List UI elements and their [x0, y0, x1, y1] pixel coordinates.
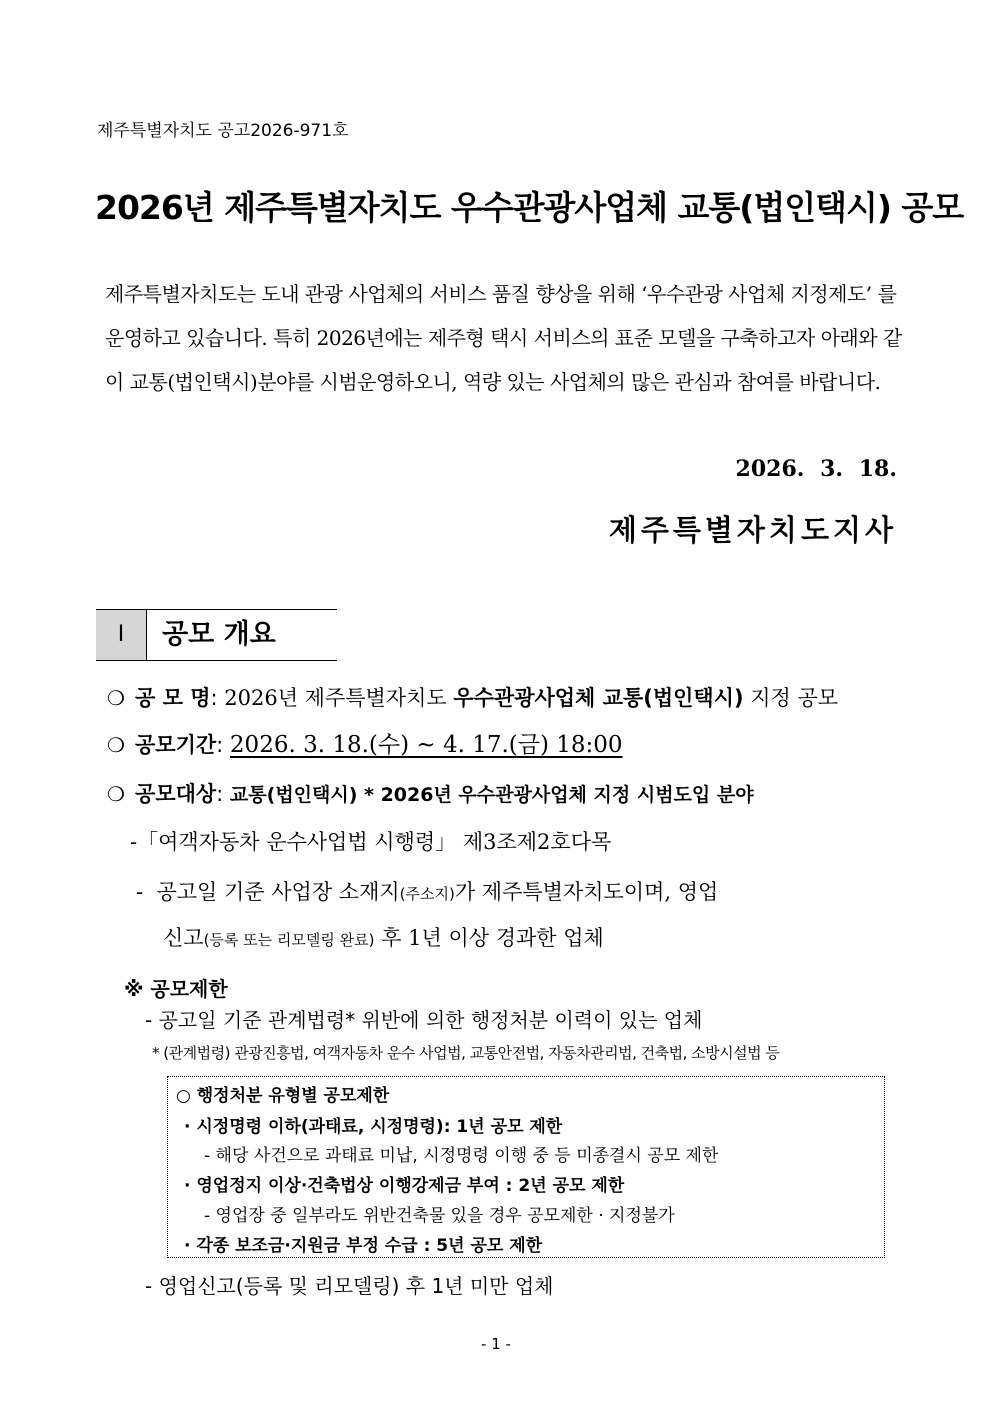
item-period: ❍ 공모기간: 2026. 3. 18.(수) ~ 4. 17.(금) 18:00 — [107, 732, 623, 758]
section-title: 공모 개요 — [162, 619, 276, 650]
bullet-icon: ❍ — [107, 686, 125, 710]
box-line: · 각종 보조금·지원금 부정 수급 : 5년 공모 제한 — [184, 1236, 543, 1256]
bullet-icon: ❍ — [107, 782, 125, 806]
section-number: Ⅰ — [96, 610, 147, 660]
box-line: - 해당 사건으로 과태료 미납, 시정명령 이행 중 등 미종결시 공모 제한 — [204, 1146, 719, 1166]
box-line: - 영업장 중 일부라도 위반건축물 있을 경우 공모제한 · 지정불가 — [204, 1206, 675, 1226]
target-sub2-line2: 신고(등록 또는 리모델링 완료) 후 1년 이상 경과한 업체 — [163, 926, 604, 950]
limit-note: * (관계법령) 관광진흥법, 여객자동차 운수 사업법, 교통안전법, 자동차관리법, 건축법, 소방시설법 등 — [152, 1044, 780, 1062]
page-number: - 1 - — [481, 1335, 511, 1353]
period-value: 2026. 3. 18.(수) ~ 4. 17.(금) 18:00 — [229, 732, 623, 758]
limit-item-2: - 영업신고(등록 및 리모델링) 후 1년 미만 업체 — [145, 1274, 554, 1298]
limit-item-1: - 공고일 기준 관계법령* 위반에 의한 행정처분 이력이 있는 업체 — [145, 1008, 703, 1032]
box-line: · 시정명령 이하(과태료, 시정명령): 1년 공모 제한 — [184, 1117, 563, 1137]
announcement-date: 2026. 3. 18. — [735, 456, 897, 482]
notice-number: 제주특별자치도 공고2026-971호 — [97, 121, 349, 141]
target-sub1: -「여객자동차 운수사업법 시행령」 제3조제2호다목 — [130, 830, 612, 854]
target-sub2-line1: - 공고일 기준 사업장 소재지(주소지)가 제주특별자치도이며, 영업 — [136, 880, 719, 904]
item-target: ❍ 공모대상: 교통(법인택시) * 2026년 우수관광사업체 지정 시범도입 분야 — [107, 782, 754, 806]
issuer: 제주특별자치도지사 — [608, 513, 897, 547]
box-heading: ○ 행정처분 유형별 공모제한 — [176, 1086, 390, 1106]
section-header — [96, 609, 337, 661]
sanction-box — [167, 1076, 885, 1258]
box-line: · 영업정지 이상·건축법상 이행강제금 부여 : 2년 공모 제한 — [184, 1176, 625, 1196]
limit-heading: ※ 공모제한 — [124, 977, 228, 1001]
intro-paragraph: 제주특별자치도는 도내 관광 사업체의 서비스 품질 향상을 위해 ‘우수관광 사업체 지정제도’ 를 운영하고 있습니다. 특히 2026년에는 제주형 택시 서비스의 표준 모델을 구축하고자 아래와 같이 교통(법인택시)분야를 시범운영하오니, 역량 있는 사업체의 많은 관심과 참여를 바랍니다. — [105, 282, 902, 394]
bullet-icon: ❍ — [107, 733, 125, 757]
document-title: 2026년 제주특별자치도 우수관광사업체 교통(법인택시) 공모 — [95, 188, 964, 227]
item-name: ❍ 공 모 명: 2026년 제주특별자치도 우수관광사업체 교통(법인택시) 지정 공모 — [107, 686, 839, 710]
